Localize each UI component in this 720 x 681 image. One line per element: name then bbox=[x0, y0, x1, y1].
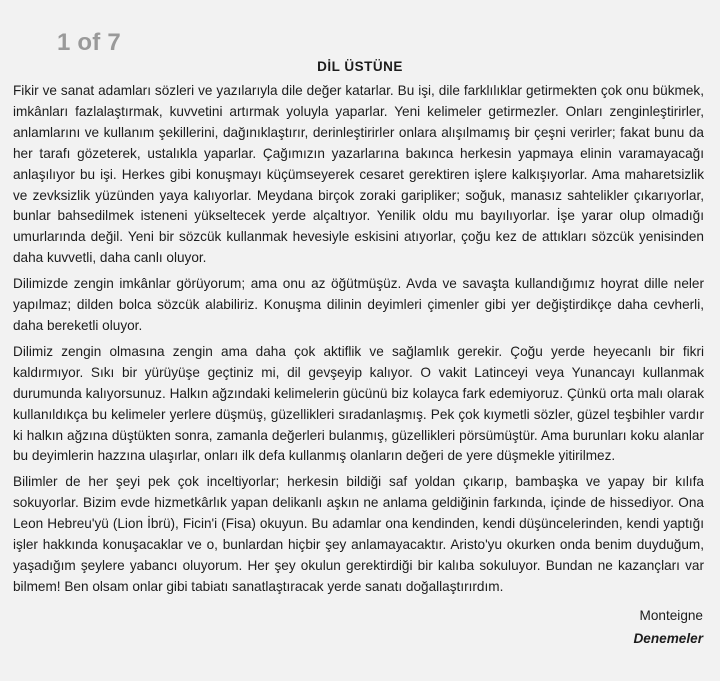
paragraph: Dilimiz zengin olmasına zengin ama daha çok aktiflik ve sağlamlık gerekir. Çoğu yerde heyecanlı bir fikri kaldırmıyor. Sıkı bir yürüyüşe geçtiniz mi, dil gevşeyip kalıyor. O vakit Latinceyi veya Yunancayı kullanmak durumunda kalıyorsunuz. Halkın ağzındaki kelimelerin gücünü biz kolayca fark edemiyoruz. Çünkü orta malı olarak kullanıldıkça bu kelimeler yerlere düşmüş, güzellikleri sıradanlaşmış. Pek çok kıymetli sözler, güzel teşbihler vardır ki halkın ağzına düştükten sonra, zamanla değerleri bulanmış, güzellikleri pörsümüştür. Ama burunları koku alanlar bu deyimlerin hazzına ulaşırlar, onları ilk defa kullanmış olanların değeri de yere düşmekle yitirilmez. bbox=[13, 343, 704, 464]
paragraph: Fikir ve sanat adamları sözleri ve yazılarıyla dile değer katarlar. Bu işi, dile farklılıklar getirmekten çok onu bükmek, imkânları fazlalaştırmak, kuvvetini artırmak yoluyla yaparlar. Yeni kelimeler getirmezler. Onları zenginleştirirler, anlamlarını ve kullanım şekillerini, dağınıklaştırır, derinleştirirler onlara alışılmamış bir çeşni verirler; fakat bunu da her tarafı gözeterek, ustalıkla yaparlar. Çağımızın yazarlarına bakınca herkesin yapmaya elinin varamayacağı anlaşılıyor bu işi. Herkes gibi konuşmayı küçümseyerek cesaret gerektiren işlere kalkışıyorlar. Ama maharetsizlik ve zevksizlik yüzünden yaya kalıyorlar. Meydana birçok zoraki garipliker; soğuk, manasız sahtelikler çıkarıyorlar, bunlar bahsedilmek isteneni yükseltecek yerde alçaltıyor. Yenilik oldu mu bayılıyorlar. İşe yarar olup olmadığı umurlarında değil. Yeni bir sözcük kullanmak hevesiyle eskisini atıyorlar, çoğu kez de attıkları sözcük yenisinden daha kuvvetli, daha canlı oluyor. bbox=[13, 83, 704, 266]
paragraph: Dilimizde zengin imkânlar görüyorum; ama onu az öğütmüşüz. Avda ve savaşta kullandığımız hoyrat dille neler yapılmaz; dilden bolca sözcük alabiliriz. Konuşma dilinin deyimleri çimenler gibi yer değiştirdikçe daha cevherli, daha bereketli oluyor. bbox=[13, 276, 704, 333]
author-name: Monteigne bbox=[639, 608, 703, 623]
work-title: Denemeler bbox=[633, 631, 703, 646]
signature-block bbox=[633, 604, 703, 650]
document-body bbox=[13, 81, 704, 603]
document-title: DİL ÜSTÜNE bbox=[317, 59, 403, 74]
page-counter: 1 of 7 bbox=[57, 29, 121, 56]
paragraph: Bilimler de her şeyi pek çok inceltiyorlar; herkesin bildiği saf yoldan çıkarıp, bambaşka ve yapay bir kılıfa sokuyorlar. Bizim evde hizmetkârlık yapan delikanlı aşkın ne anlama geldiğinin farkında, içinde de hissediyor. Ona Leon Hebreu'yü (Lion İbrü), Ficin'i (Fisa) okuyun. Bu adamlar ona kendinden, kendi düşüncelerinden, kendi yaptığı işler hakkında konuşacaklar ve o, bunlardan hiçbir şey anlamayacaktır. Aristo'yu okurken onda benim duyduğum, yaşadığım şeylere yabancı oluyorum. Her şey okulun gerektirdiği bir kalıba sokuluyor. Bundan ne kazançları var bilmem! Ben olsam onlar gibi tabiatı sanatlaştıracak yerde sanatı doğallaştırırdım. bbox=[13, 474, 704, 594]
